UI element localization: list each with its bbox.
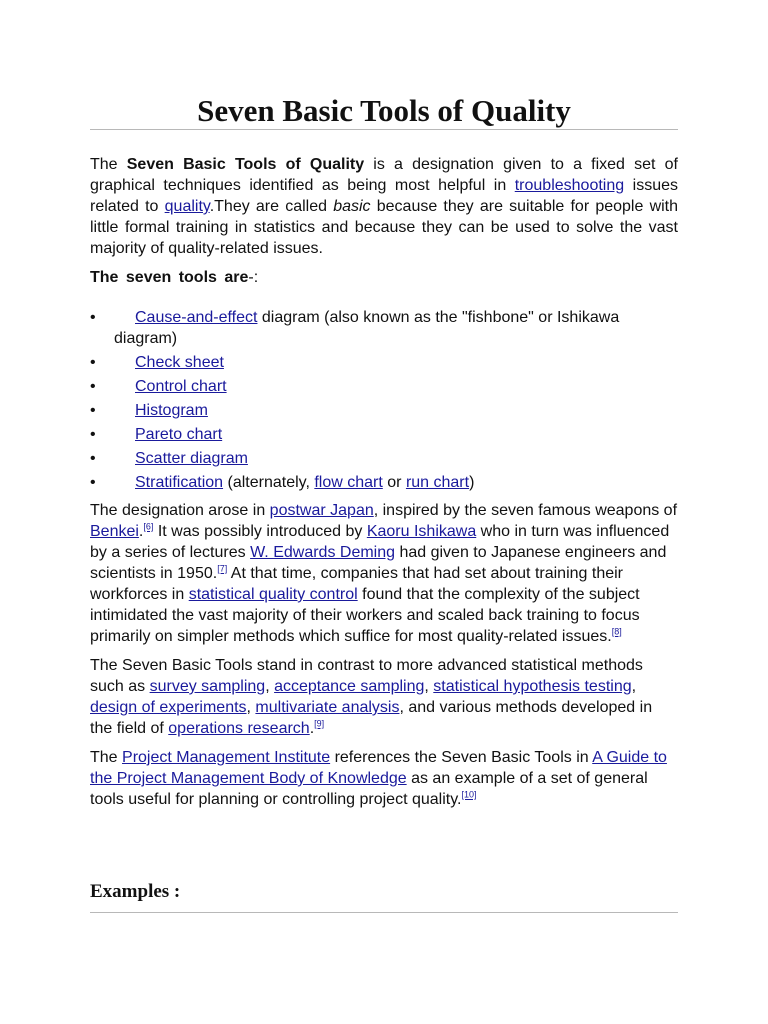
link-multivariate-analysis[interactable]: multivariate analysis [255,699,400,716]
designation-paragraph [90,500,678,647]
paragraph-text: , [265,678,275,695]
link-pareto-chart[interactable]: Pareto chart [135,426,223,443]
paragraph-text: , [631,678,637,695]
bullet-icon: • [90,309,96,326]
link-pmbok-guide[interactable]: A Guide to the Project Management Body of Knowledge [90,749,667,787]
link-survey-sampling[interactable]: survey sampling [149,678,266,695]
link-run-chart[interactable]: run chart [405,474,470,491]
document-page [90,0,678,913]
reference-link[interactable]: [7] [217,563,228,574]
reference-link[interactable]: [10] [461,789,477,800]
paragraph-text: , inspired by the seven famous weapons of [373,502,678,519]
reference-link[interactable]: [6] [143,521,154,532]
reference-link[interactable]: [8] [611,626,622,637]
intro-paragraph [90,154,678,259]
page-title: Seven Basic Tools of Quality [197,93,571,128]
list-item [90,307,678,349]
paragraph-text: The designation arose in [90,502,270,519]
paragraph-text: as an example of a set of general tools useful for planning or controlling project quality. [90,770,648,808]
bullet-icon: • [90,354,96,371]
intro-italic-term: basic [333,198,371,215]
contrast-paragraph [90,655,678,739]
list-item-text: ) [469,474,475,491]
bullet-icon: • [90,450,96,467]
link-histogram[interactable]: Histogram [135,402,208,419]
link-flow-chart[interactable]: flow chart [314,474,383,491]
paragraph-text: had given to Japanese engineers and scientists in 1950. [90,544,667,582]
link-stratification[interactable]: Stratification [135,474,224,491]
tools-list [90,307,678,493]
tools-heading-suffix: -: [248,269,259,286]
intro-text: .They are called [209,198,334,215]
tools-heading [90,267,678,288]
bullet-icon: • [90,378,96,395]
link-postwar-japan[interactable]: postwar Japan [269,502,374,519]
list-item-text: or [382,474,406,491]
paragraph-text: . [309,720,315,737]
list-item [90,472,678,493]
tools-heading-text: The seven tools are [90,269,249,286]
intro-bold-term: Seven Basic Tools of Quality [126,156,365,173]
paragraph-text: , and various methods developed in the field of [90,699,653,737]
paragraph-text: , [246,699,256,716]
list-item [90,400,678,421]
link-quality[interactable]: quality [164,198,210,215]
pmi-paragraph [90,747,678,810]
bullet-icon: • [90,426,96,443]
link-check-sheet[interactable]: Check sheet [135,354,224,371]
list-item-text: diagram (also known as the "fishbone" or Ishikawa [257,309,620,326]
link-project-management-institute[interactable]: Project Management Institute [122,749,331,766]
list-item-text: diagram) [114,330,178,347]
examples-heading: Examples : [90,881,181,902]
title-divider [90,129,678,130]
list-item-text: (alternately, [223,474,315,491]
link-scatter-diagram[interactable]: Scatter diagram [135,450,248,467]
link-kaoru-ishikawa[interactable]: Kaoru Ishikawa [366,523,477,540]
bullet-icon: • [90,474,96,491]
intro-text: because they are suitable for people with little formal training in statistics and because they can be used to solve the vast majority of quality-related issues. [90,198,679,257]
intro-text: is a designation given to a fixed set of graphical techniques identified as being most helpful in [90,156,679,194]
link-statistical-hypothesis-testing[interactable]: statistical hypothesis testing [433,678,632,695]
paragraph-text: who in turn was influenced by a series of lectures [90,523,670,561]
reference-link[interactable]: [9] [314,718,325,729]
bullet-icon: • [90,402,96,419]
link-operations-research[interactable]: operations research [168,720,310,737]
examples-divider [90,912,678,913]
list-item [90,448,678,469]
link-design-of-experiments[interactable]: design of experiments [90,699,247,716]
paragraph-text: The [90,749,123,766]
paragraph-text: . [138,523,144,540]
intro-text: The [90,156,127,173]
link-acceptance-sampling[interactable]: acceptance sampling [274,678,425,695]
link-w-edwards-deming[interactable]: W. Edwards Deming [250,544,396,561]
list-item [90,352,678,373]
link-troubleshooting[interactable]: troubleshooting [514,177,625,194]
paragraph-text: found that the complexity of the subject intimidated the vast majority of their workers and scaled back training to focus primarily on simpler methods which suffice for most quality-related issues. [90,586,640,645]
list-item [90,424,678,445]
paragraph-text: references the Seven Basic Tools in [330,749,593,766]
list-item [90,376,678,397]
intro-text: issues related to [90,177,679,215]
link-control-chart[interactable]: Control chart [135,378,227,395]
paragraph-text: It was possibly introduced by [153,523,367,540]
link-statistical-quality-control[interactable]: statistical quality control [188,586,358,603]
link-benkei[interactable]: Benkei [90,523,139,540]
paragraph-text: , [424,678,434,695]
paragraph-text: At that time, companies that had set about training their workforces in [90,565,623,603]
paragraph-text: The Seven Basic Tools stand in contrast to more advanced statistical methods such as [90,657,643,695]
link-cause-and-effect[interactable]: Cause-and-effect [135,309,258,326]
